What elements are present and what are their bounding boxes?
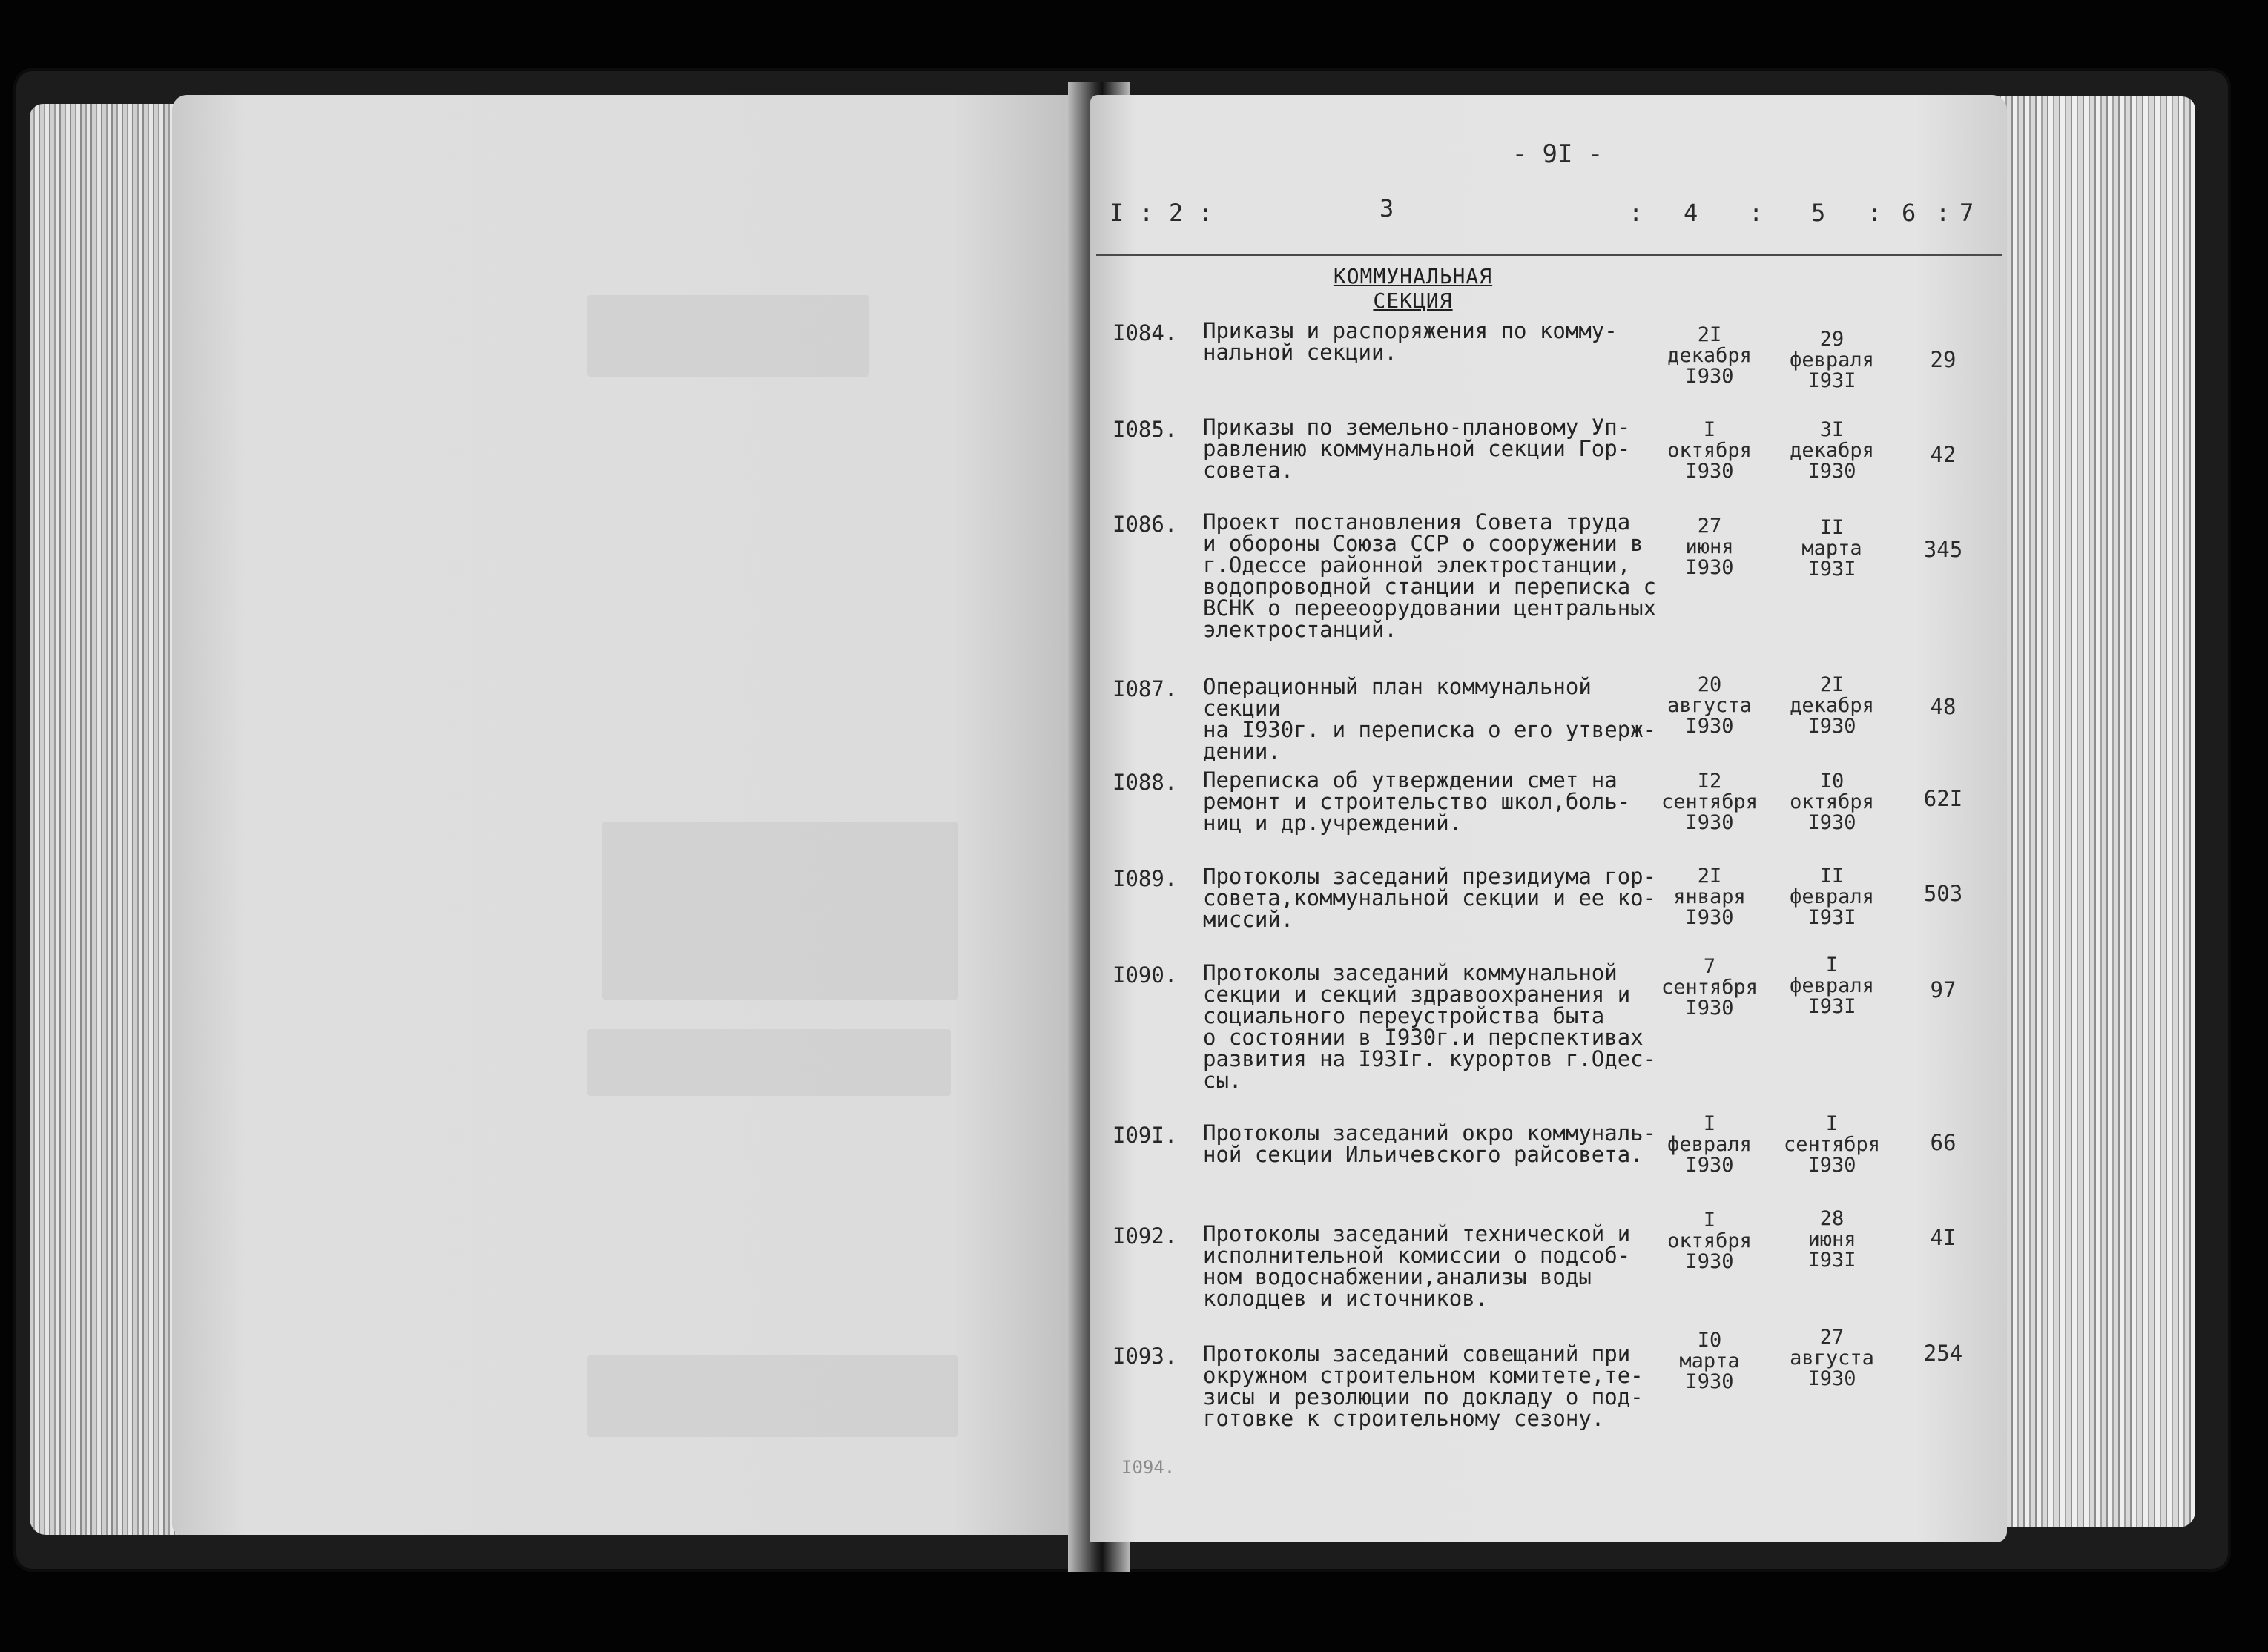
start-year: I930 xyxy=(1685,811,1734,834)
entry-description: Операционный план коммунальной секции на I930г. и переписка о его утверж- дении. xyxy=(1203,674,1657,764)
entry-description: Протоколы заседаний окро коммуналь- ной секции Ильичевского райсовета. xyxy=(1203,1120,1657,1167)
bleed-through-text xyxy=(587,1029,951,1096)
column-header-row xyxy=(1098,194,1988,243)
end-year: I930 xyxy=(1807,811,1856,834)
end-date xyxy=(1776,1114,1888,1176)
entry-number: I084. xyxy=(1112,320,1178,346)
end-date xyxy=(1776,675,1888,737)
end-month: июня xyxy=(1807,1228,1856,1251)
entry-number: I085. xyxy=(1112,417,1178,442)
end-year: I93I xyxy=(1807,1249,1856,1272)
end-date xyxy=(1776,955,1888,1017)
end-year: I93I xyxy=(1807,906,1856,929)
end-month: августа xyxy=(1790,1347,1874,1369)
header-separator: : xyxy=(1629,199,1644,227)
entry-number: I093. xyxy=(1112,1344,1178,1369)
end-month: февраля xyxy=(1790,974,1874,997)
entry-description: Протоколы заседаний коммунальной секции и секций здравоохранения и социального переустройства быта о состоянии в I930г.и перспективах развития на I93Iг. курортов г.Одес- сы. xyxy=(1203,960,1657,1093)
start-year: I930 xyxy=(1685,906,1734,929)
entry-description: Переписка об утверждении смет на ремонт и строительство школ,боль- ниц и др.учреждений. xyxy=(1203,767,1631,836)
end-year: I930 xyxy=(1807,715,1856,738)
page-number: - 9I - xyxy=(1512,139,1603,169)
start-month: сентября xyxy=(1661,790,1758,813)
sheet-count: 345 xyxy=(1923,537,1963,562)
left-page-blank xyxy=(172,95,1090,1535)
end-day: 28 xyxy=(1819,1207,1845,1230)
start-year: I930 xyxy=(1685,460,1734,483)
start-date xyxy=(1654,516,1765,578)
header-separator: : xyxy=(1199,199,1213,227)
start-year: I930 xyxy=(1685,365,1734,388)
start-year: I930 xyxy=(1685,1154,1734,1177)
start-day: 2I xyxy=(1697,323,1722,346)
start-day: I0 xyxy=(1697,1329,1722,1352)
entry-description: Приказы и распоряжения по комму- нальной секции. xyxy=(1203,318,1618,365)
end-year: I93I xyxy=(1807,558,1856,581)
start-year: I930 xyxy=(1685,1370,1734,1393)
end-day: I xyxy=(1825,1112,1839,1135)
entry-number: I09I. xyxy=(1112,1123,1178,1148)
start-month: октября xyxy=(1667,439,1752,462)
start-date xyxy=(1654,771,1765,833)
entry-number: I089. xyxy=(1112,866,1178,891)
start-date xyxy=(1654,675,1765,737)
end-day: 2I xyxy=(1819,673,1845,696)
start-month: февраля xyxy=(1667,1133,1752,1156)
end-date xyxy=(1776,329,1888,391)
section-title: КОММУНАЛЬНАЯ СЕКЦИЯ xyxy=(1333,264,1493,313)
end-date xyxy=(1776,420,1888,482)
end-month: марта xyxy=(1801,537,1862,560)
next-entry-bleed-number: I094. xyxy=(1121,1457,1176,1478)
end-month: февраля xyxy=(1790,348,1874,371)
end-day: II xyxy=(1819,516,1845,539)
start-month: декабря xyxy=(1667,344,1752,367)
start-day: 2I xyxy=(1697,865,1722,888)
end-date xyxy=(1776,518,1888,580)
entry-description: Протоколы заседаний технической и исполнительной комиссии о подсоб- ном водоснабжении,анализы воды колодцев и источников. xyxy=(1203,1221,1631,1311)
left-page-edges xyxy=(30,104,193,1535)
sheet-count: 48 xyxy=(1930,694,1957,719)
end-year: I93I xyxy=(1807,995,1856,1018)
entry-number: I087. xyxy=(1112,676,1178,701)
end-month: октября xyxy=(1790,790,1874,813)
start-date xyxy=(1654,325,1765,387)
start-year: I930 xyxy=(1685,997,1734,1020)
end-day: I0 xyxy=(1819,770,1845,793)
header-col-3: 3 xyxy=(1379,194,1394,222)
end-month: февраля xyxy=(1790,885,1874,908)
end-date xyxy=(1776,771,1888,833)
start-month: октября xyxy=(1667,1229,1752,1252)
start-day: I xyxy=(1703,418,1716,441)
header-col-4: 4 xyxy=(1684,199,1698,227)
end-date xyxy=(1776,866,1888,928)
end-date xyxy=(1776,1327,1888,1390)
header-rule xyxy=(1096,254,2002,256)
start-date xyxy=(1654,956,1765,1019)
start-date xyxy=(1654,1330,1765,1392)
start-month: марта xyxy=(1679,1349,1740,1372)
sheet-count: 66 xyxy=(1930,1130,1957,1155)
header-col-7: 7 xyxy=(1959,199,1974,227)
header-col-6: 6 xyxy=(1902,199,1916,227)
start-date xyxy=(1654,1114,1765,1176)
end-year: I93I xyxy=(1807,369,1856,392)
bleed-through-text xyxy=(602,822,958,1000)
header-separator: : xyxy=(1749,199,1764,227)
start-day: I xyxy=(1703,1209,1716,1232)
start-date xyxy=(1654,1210,1765,1272)
header-col-1: I xyxy=(1110,199,1124,227)
entry-number: I092. xyxy=(1112,1223,1178,1249)
end-year: I930 xyxy=(1807,1154,1856,1177)
end-month: сентября xyxy=(1783,1133,1881,1156)
bleed-through-text xyxy=(587,295,869,377)
entry-description: Протоколы заседаний президиума гор- совета,коммунальной секции и ее ко- миссий. xyxy=(1203,864,1657,932)
end-day: 3I xyxy=(1819,418,1845,441)
header-separator: : xyxy=(1936,199,1951,227)
start-day: 20 xyxy=(1697,673,1722,696)
start-year: I930 xyxy=(1685,1250,1734,1273)
end-date xyxy=(1776,1209,1888,1271)
header-col-5: 5 xyxy=(1811,199,1826,227)
entry-description: Протоколы заседаний совещаний при окружном строительном комитете,те- зисы и резолюции по докладу о под- готовке к строительному сезону. xyxy=(1203,1341,1644,1431)
header-col-2: 2 xyxy=(1169,199,1184,227)
start-day: 27 xyxy=(1697,515,1722,538)
right-page-edges xyxy=(1995,96,2195,1527)
start-month: августа xyxy=(1667,694,1752,717)
sheet-count: 29 xyxy=(1930,347,1957,372)
sheet-count: 62I xyxy=(1923,786,1963,811)
entry-number: I086. xyxy=(1112,512,1178,537)
end-day: II xyxy=(1819,865,1845,888)
start-year: I930 xyxy=(1685,556,1734,579)
entry-description: Проект постановления Совета труда и обороны Союза ССР о сооружении в г.Одессе районной электростанции, водопроводной станции и переписка с ВСНК о перееоорудовании центральных электростанций. xyxy=(1203,509,1657,642)
entry-description: Приказы по земельно-плановому Уп- равлению коммунальной секции Гор- совета. xyxy=(1203,414,1631,483)
start-day: 7 xyxy=(1703,955,1716,978)
sheet-count: 42 xyxy=(1930,442,1957,467)
start-month: июня xyxy=(1685,535,1734,558)
header-separator: : xyxy=(1868,199,1882,227)
end-day: 27 xyxy=(1819,1326,1845,1349)
sheet-count: 254 xyxy=(1923,1341,1963,1366)
end-month: декабря xyxy=(1790,694,1874,717)
end-day: I xyxy=(1825,954,1839,977)
start-month: января xyxy=(1673,885,1746,908)
start-month: сентября xyxy=(1661,976,1758,999)
start-day: I2 xyxy=(1697,770,1722,793)
start-date xyxy=(1654,866,1765,928)
start-year: I930 xyxy=(1685,715,1734,738)
end-month: декабря xyxy=(1790,439,1874,462)
start-date xyxy=(1654,420,1765,482)
end-day: 29 xyxy=(1819,328,1845,351)
sheet-count: 4I xyxy=(1930,1225,1957,1250)
bleed-through-text xyxy=(587,1355,958,1437)
sheet-count: 503 xyxy=(1923,881,1963,906)
header-separator: : xyxy=(1139,199,1154,227)
end-year: I930 xyxy=(1807,1367,1856,1390)
sheet-count: 97 xyxy=(1930,977,1957,1002)
start-day: I xyxy=(1703,1112,1716,1135)
entry-number: I088. xyxy=(1112,770,1178,795)
entry-number: I090. xyxy=(1112,962,1178,988)
end-year: I930 xyxy=(1807,460,1856,483)
